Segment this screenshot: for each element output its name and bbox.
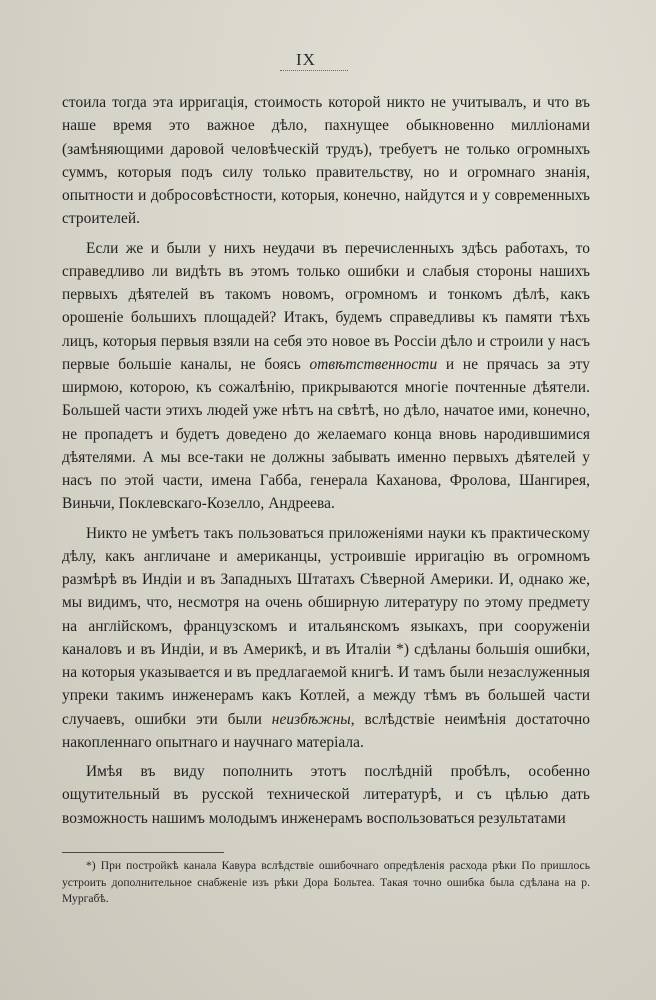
paragraph-irrigation-cost: [62, 91, 590, 231]
text-segment: Если же и были у нихъ неудачи въ перечисленныхъ здѣсь работахъ, то справедливо ли видѣть въ этомъ только ошибки и слабыя стороны нашихъ первыхъ дѣятелей въ такомъ новомъ, огромномъ и тонкомъ дѣлѣ, какъ орошеніе большихъ площадей? Итакъ, будемъ справедливы къ памяти тѣхъ лицъ, которыя первыя взяли на себя это новое въ Россіи дѣло и строили у насъ первые большіе каналы, не боясь: [62, 239, 590, 373]
emphasized-text: отвѣтственности: [309, 355, 438, 373]
paragraph-first-builders: [62, 237, 590, 516]
paragraph-english-americans: [62, 522, 590, 755]
text-segment: Никто не умѣетъ такъ пользоваться приложеніями науки къ практическому дѣлу, какъ англичане и американцы, устроившіе ирригацію въ огромномъ размѣрѣ въ Индіи и въ Западныхъ Штатахъ Сѣверной Америки. И, однако же, мы видимъ, что, несмотря на очень обширную литературу по этому предмету на англійскомъ, французскомъ и итальянскомъ языкахъ, при сооруженіи каналовъ и въ Индіи, и въ Америкѣ, и въ Италіи *) сдѣланы большія ошибки, на которыя указывается и въ предлагаемой книгѣ. И тамъ были незаслуженныя упреки такимъ инженерамъ какъ Котлей, а между тѣмъ въ большей части случаевъ, ошибки эти были: [62, 524, 590, 728]
footnote: *) При постройкѣ канала Кавура вслѣдствіе ошибочнаго опредѣленія расхода рѣки По пришлось устроить дополнительное снабженіе изъ рѣки Дора Больтеа. Такая точно ошибка была сдѣлана на р. Мургабѣ.: [62, 859, 590, 905]
text-segment: , вслѣдствіе неимѣнія достаточно накопленнаго опытнаго и научнаго матеріала.: [62, 710, 590, 751]
text-segment: стоила тогда эта ирригація, стоимость которой никто не учитывалъ, и что въ наше время это важное дѣло, пахнущее обыкновенно милліонами (замѣняющими даровой человѣческій трудъ), требуетъ не только огромныхъ суммъ, которыя подъ силу только правительству, но и огромнаго знанія, опытности и добросовѣстности, которыя, конечно, найдутся и у современныхъ строителей.: [62, 94, 590, 228]
body-text: [62, 91, 590, 830]
text-segment: и не прячась за эту ширмою, которою, къ сожалѣнію, прикрываются многіе почтенные дѣятели. Большей части этихъ людей уже нѣтъ на свѣтѣ, но дѣло, начатое ими, конечно, не пропадетъ и будетъ доведено до желаемаго конца вновь народившимися дѣятелями. А мы все-таки не должны забывать именно первыхъ дѣятелей у насъ по этой части, имена Габба, генерала Каханова, Фролова, Шангирея, Виньчи, Поклевскаго-Козелло, Андреева.: [62, 355, 590, 513]
page-number: IX: [296, 50, 316, 69]
paragraph-gap-filling: [62, 760, 590, 830]
emphasized-text: неизбѣжны: [271, 710, 351, 728]
text-segment: Имѣя въ виду пополнить этотъ послѣдній пробѣлъ, особенно ощутительный въ русской технической литературѣ, и съ цѣлью дать возможность нашимъ молодымъ инженерамъ воспользоваться результатами: [62, 763, 590, 827]
header-dotted-rule: [280, 70, 348, 71]
footnote-rule: [62, 852, 224, 853]
